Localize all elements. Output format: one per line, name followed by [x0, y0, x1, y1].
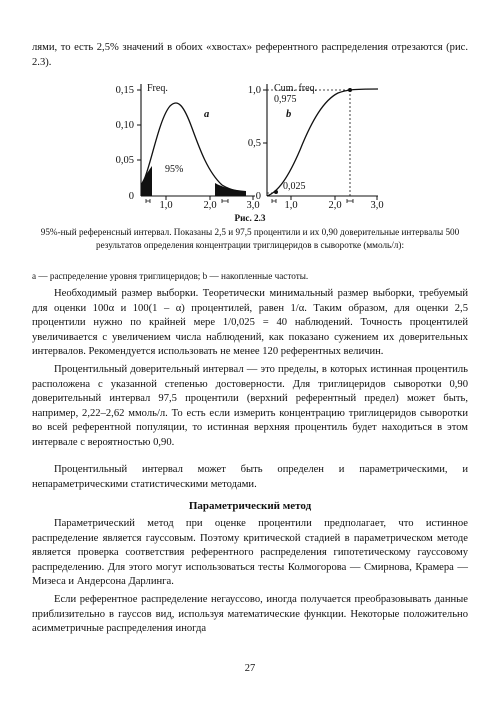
intro-paragraph: лями, то есть 2,5% значений в обоих «хвостах» референтного распределения отрезаются (рис. 2.3). [32, 42, 468, 68]
panel-a-left-tail [141, 166, 152, 196]
panel-a [116, 83, 260, 211]
panel-b-ylabel: Cum. freq. [274, 83, 318, 94]
panel-a-ytick: 0,05 [115, 155, 134, 166]
panel-a-xtick: 2,0 [203, 200, 217, 211]
figure-svg [0, 0, 500, 240]
panel-b-annot-upper: 0,975 [274, 94, 297, 105]
panel-b-lower-point [274, 190, 278, 194]
panel-a-ytick: 0,10 [115, 120, 134, 131]
panel-a-density-curve [141, 103, 246, 192]
panel-b-cumulative-curve [267, 89, 378, 196]
section-heading: Параметрический метод [188, 500, 312, 512]
panel-a-ytick: 0,15 [115, 85, 134, 96]
panel-b-ytick: 0,5 [247, 138, 261, 149]
paragraph-non-gaussian: Если референтное распределение негауссово, иногда получается преобразовывать данные приблизительно в гауссов вид, используя математические функции. Некоторые положительно асимметричные распределения иногда [32, 594, 468, 635]
paragraph-parametric: Параметрический метод при оценке процентили предполагает, что истинное распределение является гауссовым. Поэтому критической стадией в параметрическом методе является проверка соответствия референтного распределения гипотетическому гауссовому распределению. Для этого могут использоваться тесты Колмогорова — Смирнова, Крамера — Мизеса и Андерсона Дарлинга. [32, 518, 468, 588]
paragraph-sample-size: Необходимый размер выборки. Теоретически минимальный размер выборки, требуемый для оценки 100α и 100(1 – α) процентилей, равен 1/α. Таким образом, для оценки 2,5 процентили нужно по крайней мере 1/0,025 = 40 наблюдений. Точность процентилей увеличивается с увеличением числа наблюдений, как показано сужением их доверительных интервалов. Рекомендуется использовать не менее 120 референтных величин. [32, 288, 468, 358]
panel-a-center-text: 95% [165, 164, 184, 175]
panel-b-annot-lower: 0,025 [283, 181, 306, 192]
panel-b-ytick: 1,0 [247, 85, 261, 96]
panel-a-label: a [204, 109, 210, 120]
panel-b-label: b [286, 109, 292, 120]
panel-a-xtick: 3,0 [246, 200, 260, 211]
figure-2-3 [0, 0, 500, 240]
page-number: 27 [244, 663, 256, 674]
figure-legend: a — распределение уровня триглицеридов; b — накопленные частоты. [32, 271, 309, 281]
paragraph-methods: Процентильный интервал может быть определен и параметрическими, и непараметрическими статистическими методами. [32, 464, 468, 490]
figure-caption-title: Рис. 2.3 [234, 213, 266, 223]
panel-b-ytick: 0 [255, 191, 261, 202]
panel-b-xtick: 3,0 [370, 200, 384, 211]
paragraph-confidence-interval: Процентильный доверительный интервал — это пределы, в которых истинная процентиль расположена с указанной степенью достоверности. Для триглицеридов сыворотки 0,90 доверительный интервал 97,5 процентили (верхний референтный предел) может быть, например, 2,22–2,62 ммоль/л. То есть если измерить концентрацию триглицеридов сыворотки во всей референтной популяции, то истинная верхняя процентиль будет находиться в этом интервале с вероятностью 0,90. [32, 364, 468, 448]
panel-b-xtick: 2,0 [328, 200, 342, 211]
panel-b-xtick: 1,0 [284, 200, 298, 211]
panel-b-upper-point [348, 88, 352, 92]
figure-caption-text: 95%-ный референсный интервал. Показаны 2,5 и 97,5 процентили и их 0,90 доверительные интервалы 500 результатов определения концентрации триглицеридов в сыворотке (ммоль/л): [40, 227, 460, 250]
panel-b [248, 83, 384, 211]
panel-a-ytick: 0 [128, 191, 134, 202]
panel-a-ylabel: Freq. [147, 83, 168, 94]
panel-a-xtick: 1,0 [159, 200, 173, 211]
